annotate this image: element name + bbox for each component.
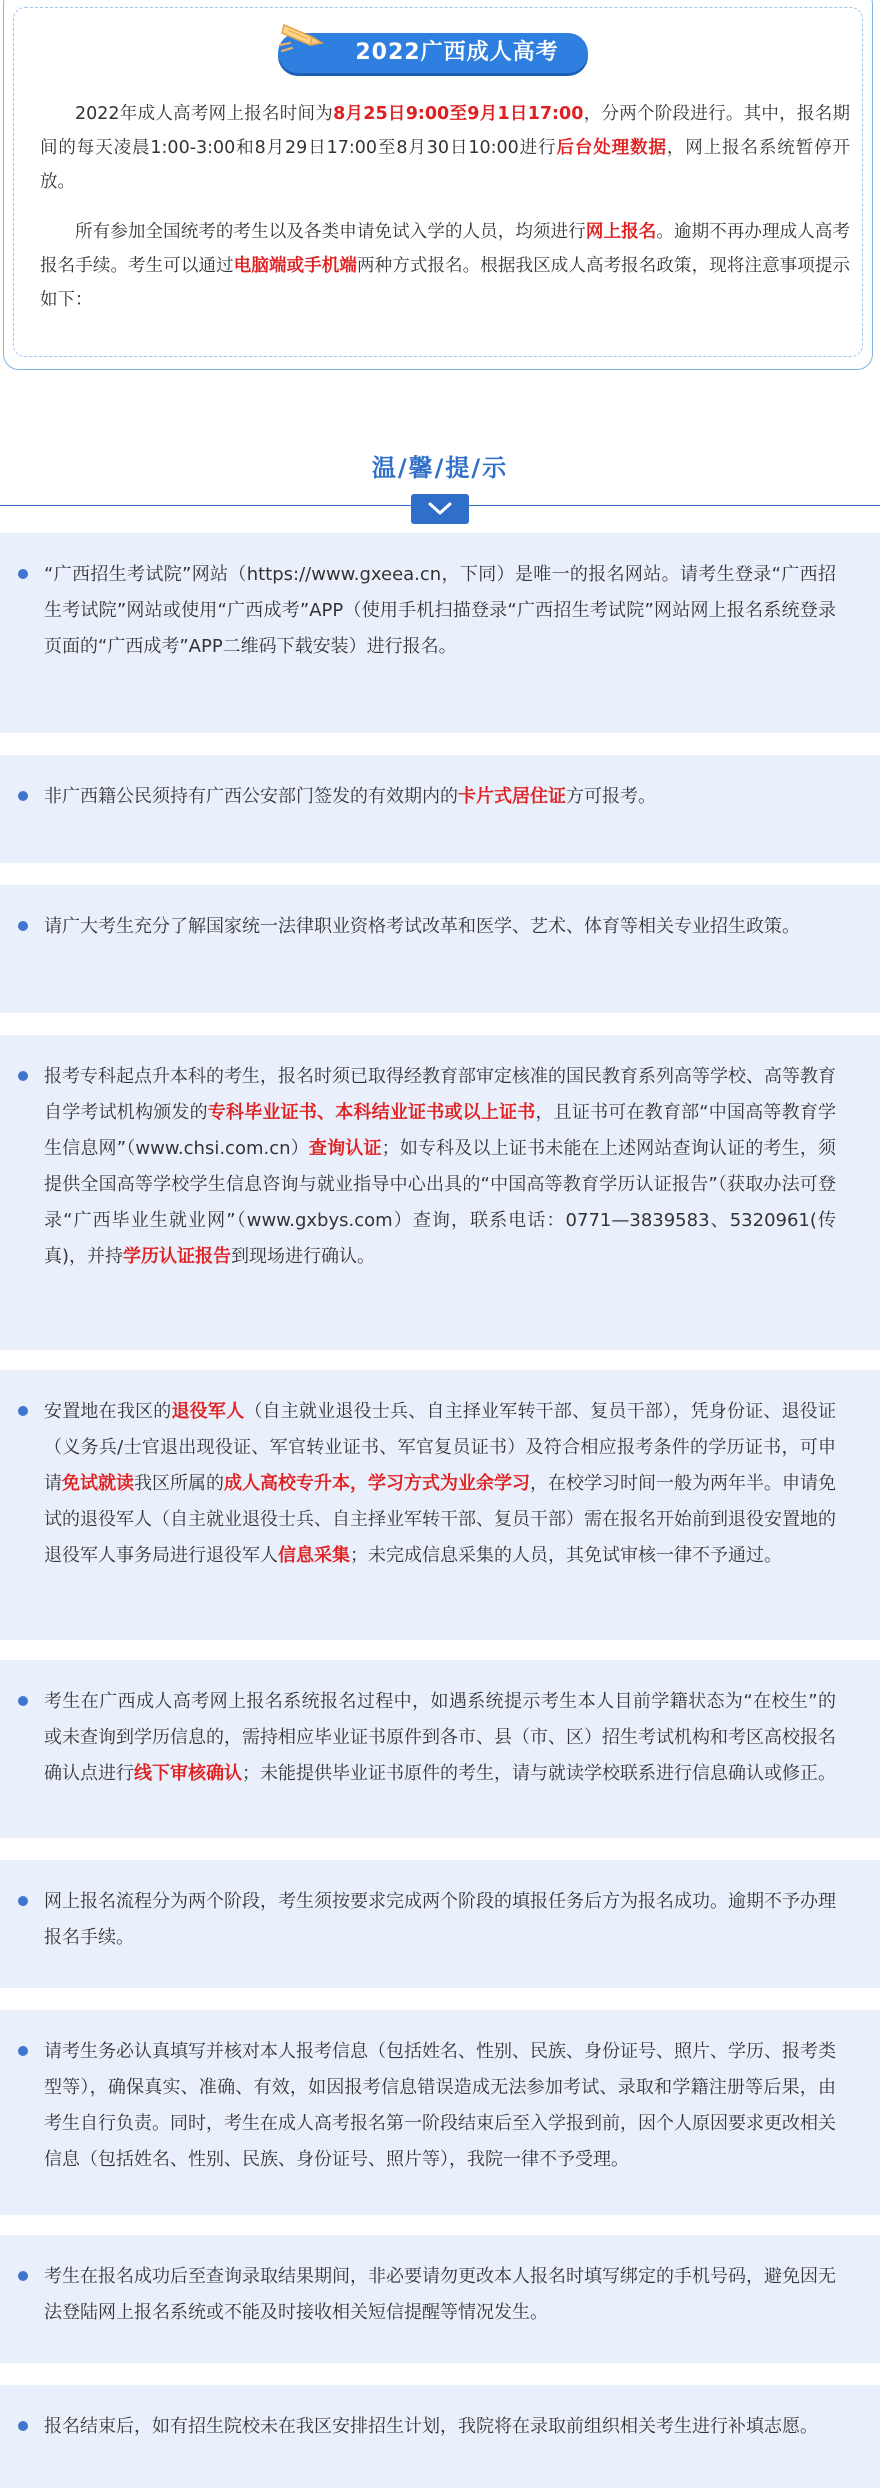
tip-text [44, 2259, 836, 2331]
body-text: 安置地在我区的 [44, 1401, 172, 1422]
tip-text [44, 2034, 836, 2178]
highlight-text: 线下审核确认 [134, 1763, 242, 1784]
body-text: 请广大考生充分了解国家统一法律职业资格考试改革和医学、艺术、体育等相关专业招生政策。 [44, 916, 800, 937]
bullet-dot-icon [18, 2271, 28, 2281]
body-text: （自主就业退役士兵、自主择业军转干部、复员干部），凭身份证、退役证（义务兵/士官退出现役证、军官转业证书、军官复员证书）及符合相应报考条件的学历证书，可申请 [44, 1401, 837, 1494]
tip-text [44, 1059, 836, 1275]
highlight-text: 学历认证报告 [123, 1246, 232, 1267]
body-text: 报名结束后，如有招生院校未在我区安排招生计划，我院将在录取前组织相关考生进行补填志愿。 [44, 2416, 818, 2437]
body-text: 2022年成人高考网上报名时间为 [75, 104, 334, 124]
body-text: 请考生务必认真填写并核对本人报考信息（包括姓名、性别、民族、身份证号、照片、学历、报考类型等），确保真实、准确、有效，如因报考信息错误造成无法参加考试、录取和学籍注册等后果，由考生自行负责。同时，考生在成人高考报名第一阶段结束后至入学报到前，因个人原因要求更改相关信息（包括姓名、性别、民族、身份证号、照片等），我院一律不予受理。 [44, 2041, 836, 2170]
bullet-dot-icon [18, 2421, 28, 2431]
body-text: ；未能提供毕业证书原件的考生，请与就读学校联系进行信息确认或修正。 [242, 1763, 836, 1784]
highlight-text: 信息采集 [278, 1545, 350, 1566]
bullet-dot-icon [18, 1696, 28, 1706]
tip-text [44, 2409, 836, 2445]
tip-card-3 [0, 885, 880, 1013]
bullet-dot-icon [18, 921, 28, 931]
body-text: 我区所属的 [134, 1473, 224, 1494]
body-text: ，分两个阶段进行。其中，报名期间的每天凌晨1:00-3:00和8月29日17:00至8月30日10:00进行 [40, 104, 850, 158]
highlight-text: 退役军人 [171, 1401, 245, 1422]
bullet-dot-icon [18, 1896, 28, 1906]
body-text: 考生在报名成功后至查询录取结果期间，非必要请勿更改本人报名时填写绑定的手机号码，避免因无法登陆网上报名系统或不能及时接收相关短信提醒等情况发生。 [44, 2266, 836, 2323]
tip-card-2 [0, 755, 880, 863]
title-banner [278, 19, 588, 73]
bullet-dot-icon [18, 791, 28, 801]
intro-paragraph-2 [40, 215, 850, 317]
highlight-text: 免试就读 [62, 1473, 134, 1494]
body-text: ；未完成信息采集的人员，其免试审核一律不予通过。 [350, 1545, 782, 1566]
tip-card-1 [0, 533, 880, 733]
body-text: 两种方式报名。根据我区成人高考报名政策，现将注意事项提示如下： [40, 256, 851, 310]
body-text: “广西招生考试院”网站（https://www.gxeea.cn，下同）是唯一的报名网站。请考生登录“广西招生考试院”网站或使用“广西成考”APP（使用手机扫描登录“广西招生考试院”网站网上报名系统登录页面的“广西成考”APP二维码下载安装）进行报名。 [44, 564, 836, 657]
highlight-text: 卡片式居住证 [458, 786, 566, 807]
body-text: 方可报考。 [566, 786, 656, 807]
tip-card-5 [0, 1370, 880, 1640]
highlight-text: 后台处理数据 [556, 138, 667, 158]
tip-card-7 [0, 1860, 880, 1988]
highlight-text: 电脑端或手机端 [233, 256, 358, 276]
bullet-dot-icon [18, 2046, 28, 2056]
body-text: 非广西籍公民须持有广西公安部门签发的有效期内的 [44, 786, 458, 807]
tip-text [44, 1884, 836, 1956]
bullet-dot-icon [18, 1071, 28, 1081]
body-text: 所有参加全国统考的考生以及各类申请免试入学的人员，均须进行 [75, 222, 586, 242]
body-text: ，且证书可在教育部“中国高等教育学生信息网”（www.chsi.com.cn） [44, 1102, 837, 1159]
body-text: 到现场进行确认。 [231, 1246, 376, 1267]
bullet-dot-icon [18, 1406, 28, 1416]
tip-text [44, 779, 836, 815]
tip-card-6 [0, 1660, 880, 1838]
tips-heading: 温/馨/提/示 [371, 454, 509, 482]
tip-card-4 [0, 1035, 880, 1350]
highlight-text: 网上报名 [585, 222, 657, 242]
highlight-text: 成人高校专升本，学习方式为业余学习 [224, 1473, 530, 1494]
tip-card-10 [0, 2385, 880, 2488]
tip-card-8 [0, 2010, 880, 2215]
tip-text [44, 1394, 836, 1574]
page-title: 2022广西成人高考 [355, 40, 559, 65]
body-text: 报考专科起点升本科的考生，报名时须已取得经教育部审定核准的国民教育系列高等学校、高等教育自学考试机构颁发的 [44, 1066, 836, 1123]
intro-paragraph-1 [40, 97, 850, 199]
body-text: 。逾期不再办理成人高考报名手续。考生可以通过 [40, 222, 851, 276]
body-text: ，在校学习时间一般为两年半。申请免试的退役军人（自主就业退役士兵、自主择业军转干部、复员干部）需在报名开始前到退役安置地的退役军人事务局进行退役军人 [44, 1473, 836, 1566]
body-text: 考生在广西成人高考网上报名系统报名过程中，如遇系统提示考生本人目前学籍状态为“在校生”的或未查询到学历信息的，需持相应毕业证书原件到各市、县（市、区）招生考试机构和考区高校报名确认点进行 [44, 1691, 836, 1784]
bullet-dot-icon [18, 569, 28, 579]
tip-text [44, 557, 836, 665]
body-text: 网上报名流程分为两个阶段，考生须按要求完成两个阶段的填报任务后方为报名成功。逾期不予办理报名手续。 [44, 1891, 836, 1948]
body-text: ，网上报名系统暂停开放。 [40, 138, 850, 192]
highlight-text: 专科毕业证书、本科结业证书或以上证书 [207, 1102, 536, 1123]
body-text: ；如专科及以上证书未能在上述网站查询认证的考生，须提供全国高等学校学生信息咨询与就业指导中心出具的“中国高等教育学历认证报告”（获取办法可登录“广西毕业生就业网”（www.gxbys.com）查询，联系电话：0771—3839583、5320961(传真)，并持 [44, 1138, 837, 1267]
highlight-text: 查询认证 [308, 1138, 382, 1159]
tip-text [44, 909, 836, 945]
highlight-text: 8月25日9:00至9月1日17:00 [333, 104, 584, 124]
tip-text [44, 1684, 836, 1792]
tips-badge [411, 494, 469, 524]
pencil-icon [278, 19, 330, 63]
tip-card-9 [0, 2235, 880, 2363]
intro-card [3, 0, 873, 370]
